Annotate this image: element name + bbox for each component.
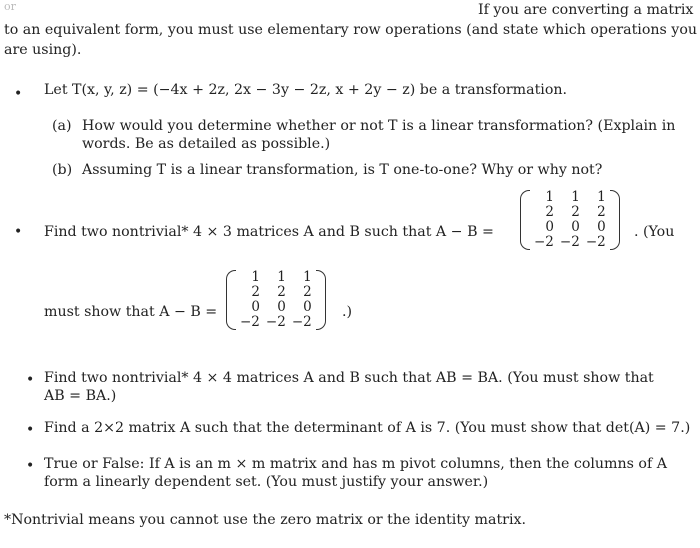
true-false-line-1: True or False: If A is an m × m matrix and has m pivot columns, then the columns of A: [44, 456, 667, 472]
bullet-icon: •: [14, 86, 23, 102]
corner-fragment: or: [4, 0, 16, 13]
matrix-display-1: [520, 190, 620, 250]
bullet-icon: •: [26, 372, 35, 388]
determinant-question: Find a 2×2 matrix A such that the determinant of A is 7. (You must show that det(A) = 7.): [44, 420, 691, 436]
part-a-line-1: How would you determine whether or not T is a linear transformation? (Explain in: [82, 118, 676, 134]
header-line-3: are using).: [4, 42, 82, 58]
matrix-difference-close: .): [342, 304, 353, 320]
transformation-question: Let T(x, y, z) = (−4x + 2z, 2x − 3y − 2z, x + 2y − z) be a transformation.: [44, 82, 568, 98]
matrix-difference-line-2: must show that A − B =: [44, 304, 218, 320]
bullet-icon: •: [14, 224, 23, 240]
matrix-display-2: [226, 270, 326, 330]
bullet-icon: •: [26, 458, 35, 474]
part-b-label: (b): [52, 162, 73, 178]
matrix-table: 1 1 1 2 2 2 0 0 0 −2 −2 −2: [240, 269, 312, 330]
matrix-difference-after: . (You: [634, 224, 675, 240]
commute-line-1: Find two nontrivial* 4 × 4 matrices A and B such that AB = BA. (You must show that: [44, 370, 654, 386]
header-line-2: to an equivalent form, you must use elementary row operations (and state which operations you: [4, 22, 697, 38]
true-false-line-2: form a linearly dependent set. (You must justify your answer.): [44, 474, 489, 490]
commute-line-2: AB = BA.): [44, 388, 117, 404]
footnote: *Nontrivial means you cannot use the zero matrix or the identity matrix.: [4, 512, 526, 528]
matrix-table: 1 1 1 2 2 2 0 0 0 −2 −2 −2: [534, 189, 606, 250]
part-a-line-2: words. Be as detailed as possible.): [82, 136, 331, 152]
part-b-text: Assuming T is a linear transformation, is T one-to-one? Why or why not?: [82, 162, 603, 178]
matrix-difference-question: Find two nontrivial* 4 × 3 matrices A and B such that A − B =: [44, 224, 494, 240]
part-a-label: (a): [52, 118, 72, 134]
header-line-1: If you are converting a matrix: [478, 2, 694, 18]
bullet-icon: •: [26, 422, 35, 438]
